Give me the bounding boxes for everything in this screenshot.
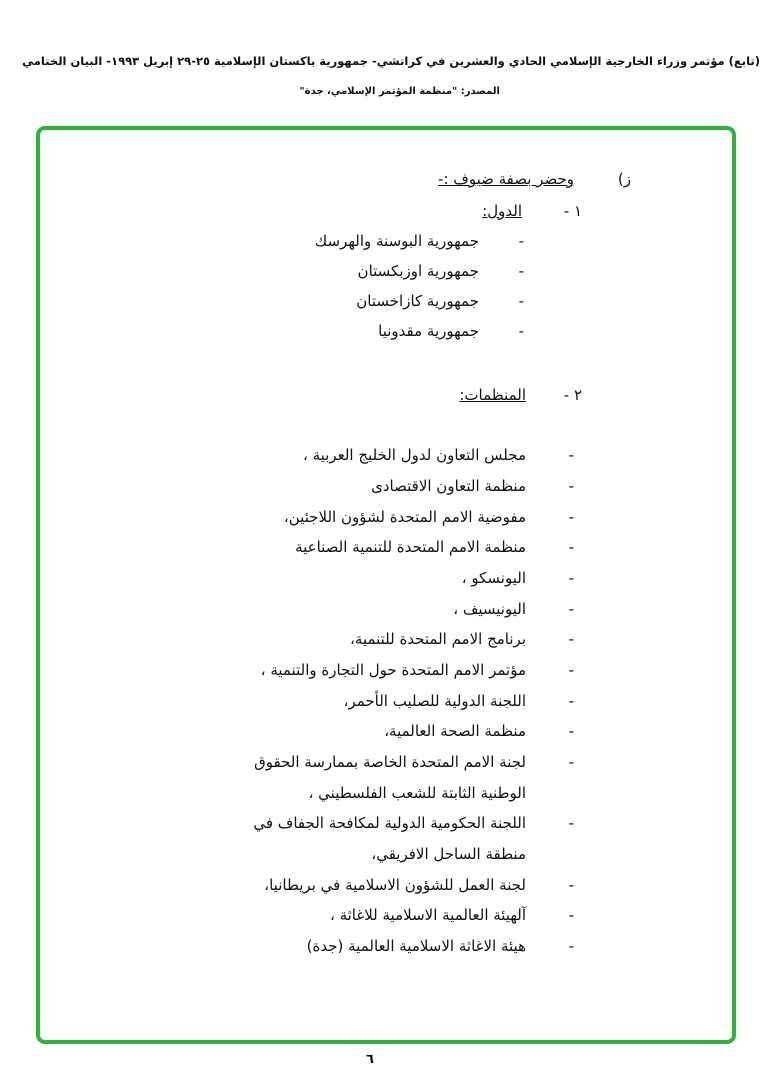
state-dash: - <box>518 232 524 250</box>
org-item: مفوضية الامم المتحدة لشؤون اللاجئين، <box>283 508 526 526</box>
state-dash: - <box>518 322 524 340</box>
state-item: جمهورية البوسنة والهرسك <box>314 232 479 250</box>
org-dash: - <box>568 906 574 924</box>
org-item: مجلس التعاون لدول الخليج العربية ، <box>303 446 526 464</box>
org-dash: - <box>568 814 574 832</box>
state-item: جمهورية كازاخستان <box>356 292 479 310</box>
section-heading: وحضر بصفة ضيوف :- <box>438 170 574 188</box>
states-number: ١ - <box>563 202 582 220</box>
states-heading: الدول: <box>482 202 522 220</box>
org-item: منظمة الصحة العالمية، <box>384 722 526 740</box>
org-item-continued: منطقة الساحل الافريقي، <box>371 845 526 863</box>
org-item: لجنة العمل للشؤون الاسلامية في بريطانيا، <box>264 876 526 894</box>
organizations-heading: المنظمات: <box>459 386 526 404</box>
org-dash: - <box>568 753 574 771</box>
org-item-continued: الوطنية الثابتة للشعب الفلسطيني ، <box>308 784 526 802</box>
org-item: مؤتمر الامم المتحدة حول التجارة والتنمية ، <box>260 661 526 679</box>
state-item: جمهورية اوزبكستان <box>357 262 479 280</box>
page-number: ٦ <box>366 1052 374 1067</box>
org-dash: - <box>568 569 574 587</box>
org-dash: - <box>568 876 574 894</box>
org-dash: - <box>568 692 574 710</box>
org-item: هيئة الاغاثة الاسلامية العالمية (جدة) <box>306 937 526 955</box>
section-letter: ز) <box>617 170 631 188</box>
org-item: لجنة الامم المتحدة الخاصة بممارسة الحقوق <box>254 753 526 771</box>
state-dash: - <box>518 262 524 280</box>
org-dash: - <box>568 477 574 495</box>
org-dash: - <box>568 508 574 526</box>
org-item: منظمة الامم المتحدة للتنمية الصناعية <box>295 538 526 556</box>
state-item: جمهورية مقدونيا <box>378 322 479 340</box>
org-item: اليونيسيف ، <box>453 600 526 618</box>
org-dash: - <box>568 446 574 464</box>
org-dash: - <box>568 630 574 648</box>
org-dash: - <box>568 937 574 955</box>
state-dash: - <box>518 292 524 310</box>
document-title: (تابع) مؤتمر وزراء الخارجية الإسلامي الحادي والعشرين في كراتشي- جمهورية باكستان الإسلامية ٢٥-٢٩ إبريل ١٩٩٣- البيان الختامي <box>22 54 760 68</box>
org-dash: - <box>568 600 574 618</box>
org-item: اللجنة الدولية للصليب الأحمر، <box>343 692 526 710</box>
organizations-number: ٢ - <box>563 386 582 404</box>
org-dash: - <box>568 538 574 556</box>
org-item: آلهيئة العالمية الاسلامية للاغاثة ، <box>329 906 526 924</box>
org-dash: - <box>568 661 574 679</box>
document-source: المصدر: "منظمة المؤتمر الإسلامي، جدة" <box>299 86 500 97</box>
org-item: اليونسكو ، <box>461 569 526 587</box>
org-item: برنامج الامم المتحدة للتنمية، <box>350 630 526 648</box>
org-item: اللجنة الحكومية الدولية لمكافحة الجفاف في <box>253 814 526 832</box>
org-item: منظمة التعاون الاقتصادى <box>371 477 526 495</box>
org-dash: - <box>568 722 574 740</box>
